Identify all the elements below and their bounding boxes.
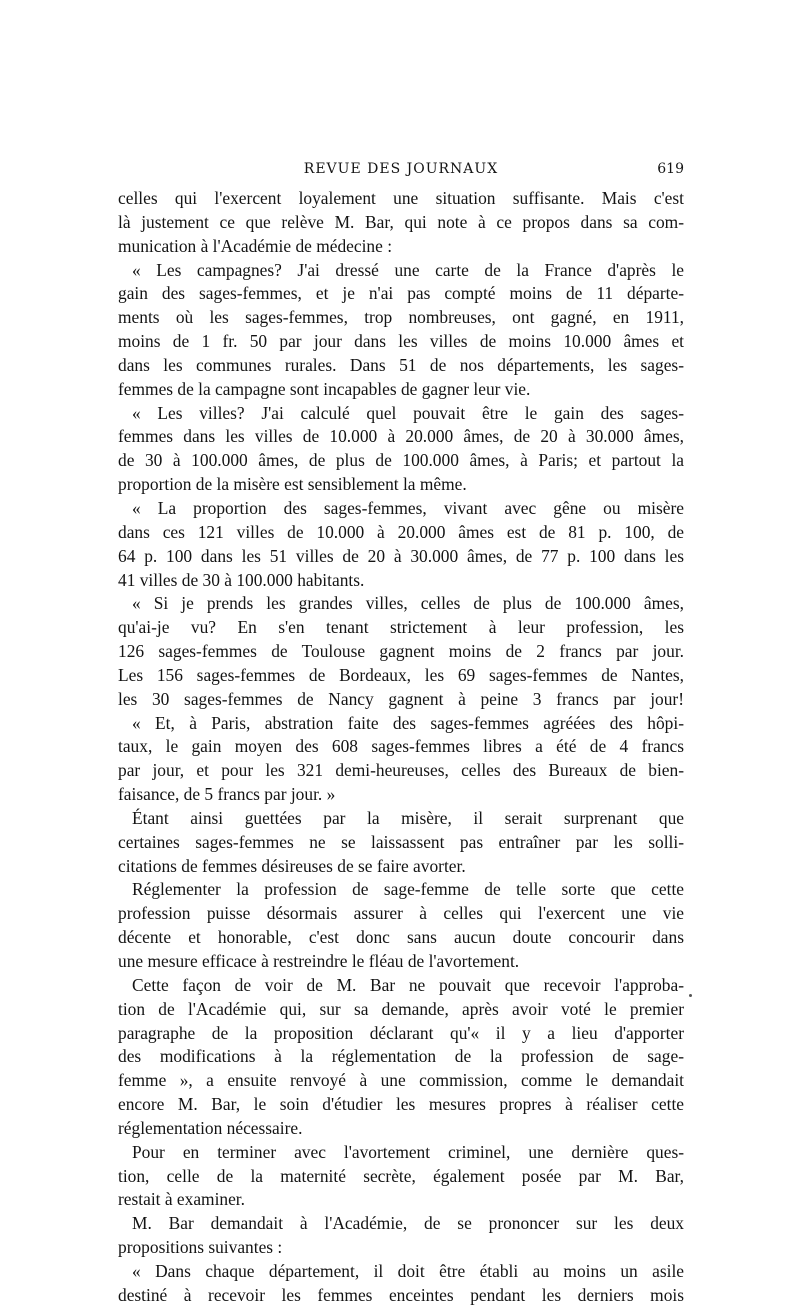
text-line: 126 sages-femmes de Toulouse gagnent moins de 2 francs par jour. — [118, 641, 684, 662]
text-line: tion de l'Académie qui, sur sa demande, après avoir voté le premier — [118, 998, 684, 1019]
text-line: femmes de la campagne sont incapables de gagner leur vie. — [118, 378, 531, 399]
text-line: propositions suivantes : — [118, 1237, 283, 1258]
text-line: réglementation nécessaire. — [118, 1117, 303, 1138]
text-line: « Dans chaque département, il doit être établi au moins un asile — [132, 1260, 684, 1281]
text-line: « Et, à Paris, abstration faite des sages-femmes agréées des hôpi- — [132, 712, 684, 733]
text-line: des modifications à la réglementation de la profession de sage- — [118, 1046, 684, 1067]
text-line: « Si je prends les grandes villes, celles de plus de 100.000 âmes, — [132, 593, 684, 614]
text-line: là justement ce que relève M. Bar, qui note à ce propos dans sa com- — [118, 211, 684, 232]
text-line: profession puisse désormais assurer à celles qui l'exercent une vie — [118, 903, 684, 924]
text-line: dans ces 121 villes de 10.000 à 20.000 âmes est de 81 p. 100, de — [118, 521, 684, 542]
text-line: citations de femmes désireuses de se faire avorter. — [118, 855, 466, 876]
text-line: encore M. Bar, le soin d'étudier les mesures propres à réaliser cette — [118, 1094, 684, 1115]
page-number: 619 — [657, 161, 684, 177]
text-line: qu'ai-je vu? En s'en tenant strictement à leur profession, les — [118, 617, 684, 638]
text-line: tion, celle de la maternité secrète, également posée par M. Bar, — [118, 1165, 684, 1186]
text-line: certaines sages-femmes ne se laissassent pas entraîner par les solli- — [118, 831, 684, 852]
text-line: de 30 à 100.000 âmes, de plus de 100.000 âmes, à Paris; et partout la — [118, 450, 684, 471]
text-line: 64 p. 100 dans les 51 villes de 20 à 30.000 âmes, de 77 p. 100 dans les — [118, 545, 684, 566]
text-line: restait à examiner. — [118, 1189, 245, 1210]
ink-speck — [689, 994, 692, 997]
text-line: Étant ainsi guettées par la misère, il serait surprenant que — [132, 807, 684, 828]
text-line: paragraphe de la proposition déclarant qu'« il y a lieu d'apporter — [118, 1022, 684, 1043]
text-line: « La proportion des sages-femmes, vivant avec gêne ou misère — [132, 497, 684, 518]
text-line: « Les campagnes? J'ai dressé une carte de la France d'après le — [132, 259, 684, 280]
text-line: 41 villes de 30 à 100.000 habitants. — [118, 569, 365, 590]
text-line: par jour, et pour les 321 demi-heureuses, celles des Bureaux de bien- — [118, 760, 684, 781]
text-line: Cette façon de voir de M. Bar ne pouvait que recevoir l'approba- — [132, 974, 684, 995]
text-line: Réglementer la profession de sage-femme de telle sorte que cette — [132, 879, 684, 900]
text-line: gain des sages-femmes, et je n'ai pas compté moins de 11 départe- — [118, 283, 684, 304]
text-line: moins de 1 fr. 50 par jour dans les villes de moins 10.000 âmes et — [118, 331, 684, 352]
text-line: faisance, de 5 francs par jour. » — [118, 784, 336, 805]
text-line: destiné à recevoir les femmes enceintes pendant les derniers mois — [118, 1284, 684, 1305]
text-line: femmes dans les villes de 10.000 à 20.000 âmes, de 20 à 30.000 âmes, — [118, 426, 684, 447]
text-line: munication à l'Académie de médecine : — [118, 235, 393, 256]
text-line: celles qui l'exercent loyalement une situation suffisante. Mais c'est — [118, 188, 684, 208]
text-line: Pour en terminer avec l'avortement criminel, une dernière ques- — [132, 1141, 684, 1162]
text-line: dans les communes rurales. Dans 51 de nos départements, les sages- — [118, 354, 684, 375]
text-line: décente et honorable, c'est donc sans aucun doute concourir dans — [118, 927, 684, 948]
running-head — [118, 159, 684, 179]
text-line: M. Bar demandait à l'Académie, de se prononcer sur les deux — [132, 1213, 684, 1234]
running-title: REVUE DES JOURNAUX — [303, 161, 499, 177]
text-line: « Les villes? J'ai calculé quel pouvait être le gain des sages- — [132, 402, 684, 423]
text-line: femme », a ensuite renvoyé à une commission, comme le demandait — [118, 1070, 684, 1091]
text-line: taux, le gain moyen des 608 sages-femmes libres a été de 4 francs — [118, 736, 684, 757]
text-line: Les 156 sages-femmes de Bordeaux, les 69 sages-femmes de Nantes, — [118, 664, 684, 685]
text-line: ments où les sages-femmes, trop nombreuses, ont gagné, en 1911, — [118, 307, 684, 328]
text-line: une mesure efficace à restreindre le fléau de l'avortement. — [118, 951, 520, 971]
body-text — [118, 187, 684, 1308]
text-line: proportion de la misère est sensiblement la même. — [118, 474, 467, 495]
text-line: les 30 sages-femmes de Nancy gagnent à peine 3 francs par jour! — [118, 688, 684, 709]
